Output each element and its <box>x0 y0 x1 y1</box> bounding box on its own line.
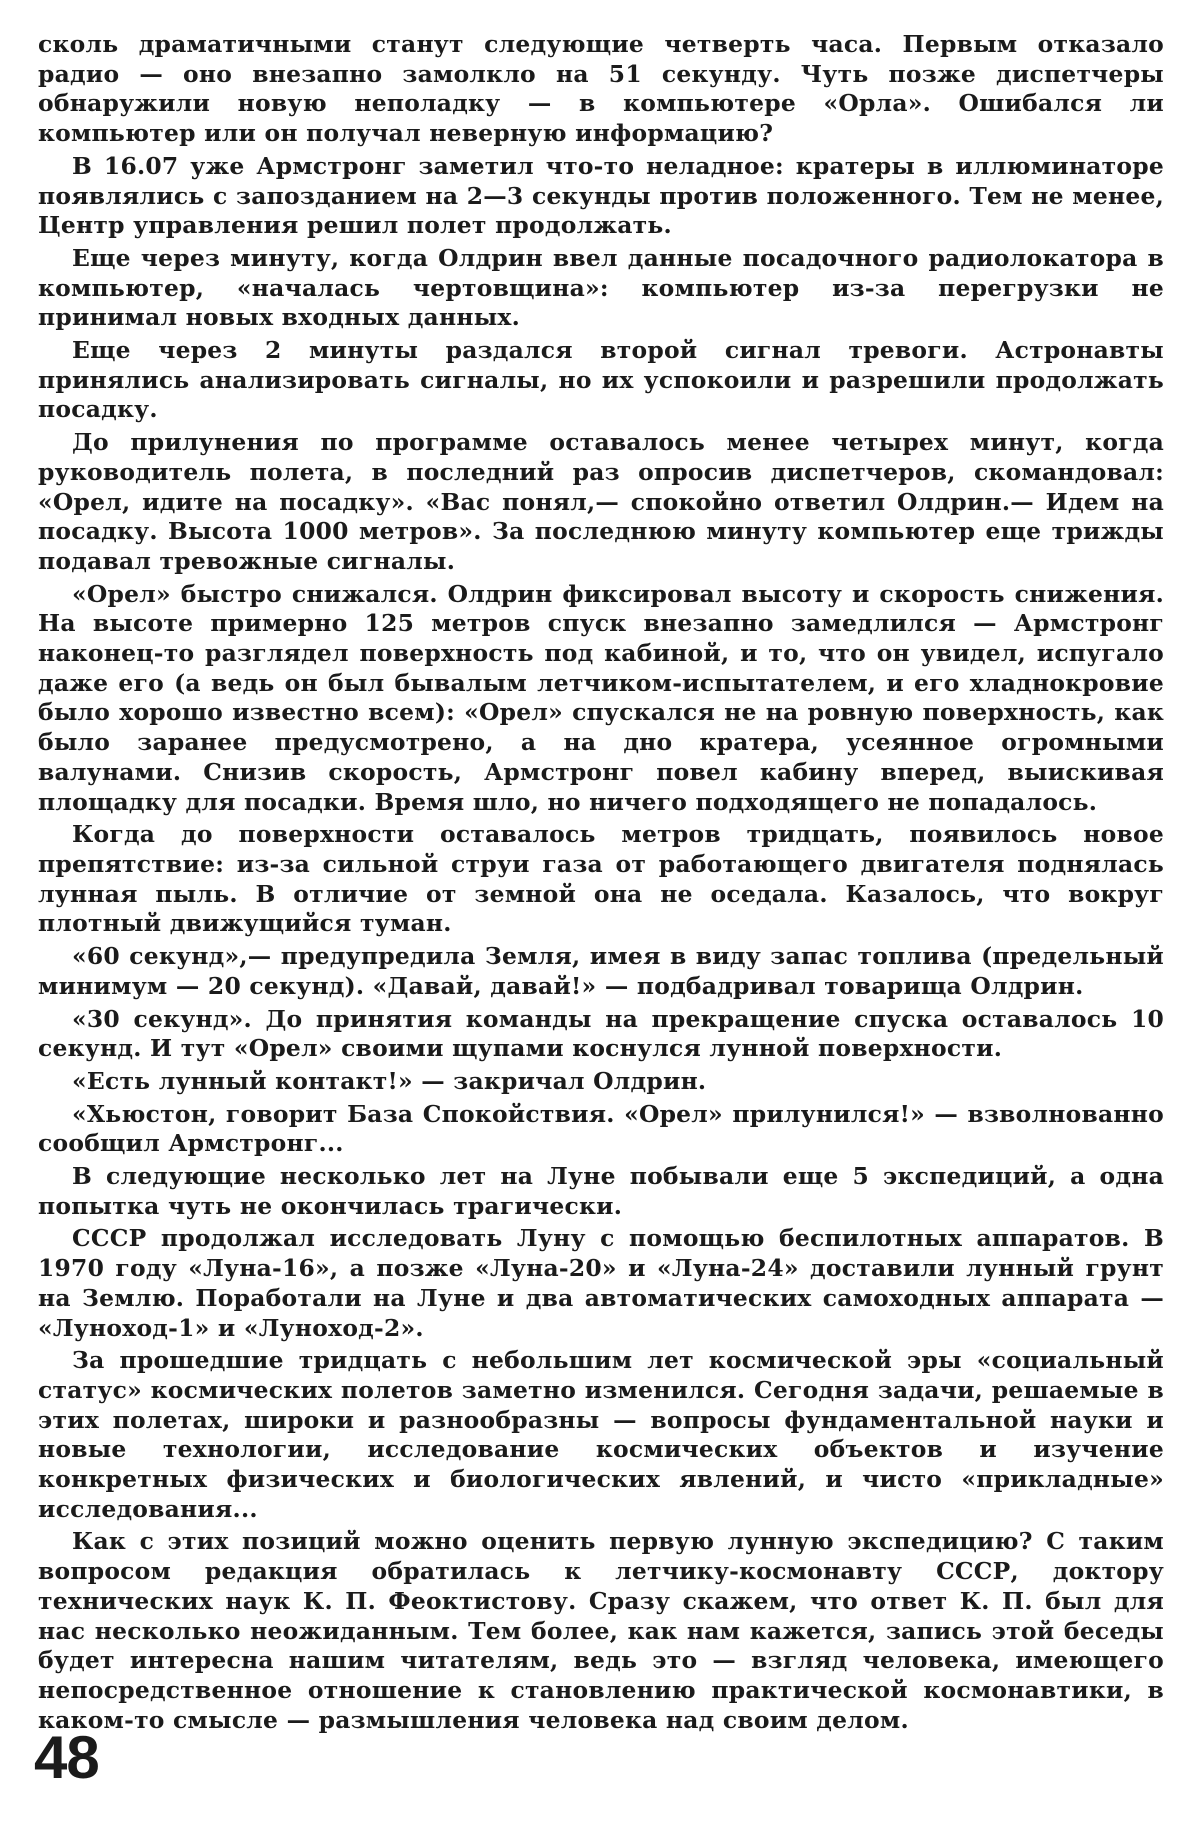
paragraph: «Орел» быстро снижался. Олдрин фиксировал высоту и скорость снижения. На высоте примерно 125 метров спуск внезапно замедлился — Армстронг наконец-то разглядел поверхность под кабиной, и то, что он увидел, испугало даже его (а ведь он был бывалым летчиком-испытателем, и его хладнокровие было хорошо известно всем): «Орел» спускался не на ровную поверхность, как было заранее предусмотрено, а на дно кратера, усеянное огромными валунами. Снизив скорость, Армстронг повел кабину вперед, выискивая площадку для посадки. Время шло, но ничего подходящего не попадалось. <box>38 579 1164 816</box>
paragraph: сколь драматичными станут следующие четверть часа. Первым отказало радио — оно внезапно замолкло на 51 секунду. Чуть позже диспетчеры обнаружили новую неполадку — в компьютере «Орла». Ошибался ли компьютер или он получал неверную информацию? <box>38 30 1164 148</box>
paragraph: Когда до поверхности оставалось метров тридцать, появилось новое препятствие: из-за сильной струи газа от работающего двигателя поднялась лунная пыль. В отличие от земной она не оседала. Казалось, что вокруг плотный движущийся туман. <box>38 820 1164 938</box>
paragraph: Еще через 2 минуты раздался второй сигнал тревоги. Астронавты принялись анализировать сигналы, но их успокоили и разрешили продолжать посадку. <box>38 336 1164 424</box>
paragraph: Как с этих позиций можно оценить первую лунную экспедицию? С таким вопросом редакция обратилась к летчику-космонавту СССР, доктору технических наук К. П. Феоктистову. Сразу скажем, что ответ К. П. был для нас несколько неожиданным. Тем более, как нам кажется, запись этой беседы будет интересна нашим читателям, ведь это — взгляд человека, имеющего непосредственное отношение к становлению практической космонавтики, в каком-то смысле — размышления человека над своим делом. <box>38 1527 1164 1734</box>
paragraph: За прошедшие тридцать с небольшим лет космической эры «социальный статус» космических полетов заметно изменился. Сегодня задачи, решаемые в этих полетах, широки и разнообразны — вопросы фундаментальной науки и новые технологии, исследование космических объектов и изучение конкретных физических и биологических явлений, и чисто «прикладные» исследования... <box>38 1346 1164 1523</box>
paragraph: «Есть лунный контакт!» — закричал Олдрин. <box>72 1066 707 1095</box>
page-number: 48 <box>34 1724 99 1791</box>
paragraph: В следующие несколько лет на Луне побывали еще 5 экспедиций, а одна попытка чуть не окончилась трагически. <box>38 1162 1164 1220</box>
paragraph: Еще через минуту, когда Олдрин ввел данные посадочного радиолокатора в компьютер, «началась чертовщина»: компьютер из-за перегрузки не принимал новых входных данных. <box>38 243 1164 332</box>
paragraph: «30 секунд». До принятия команды на прекращение спуска оставалось 10 секунд. И тут «Орел» своими щупами коснулся лунной поверхности. <box>38 1004 1164 1063</box>
paragraph: «Хьюстон, говорит База Спокойствия. «Орел» прилунился!» — взволнованно сообщил Армстронг... <box>38 1099 1164 1158</box>
page-text-column <box>38 30 1164 1738</box>
paragraph: До прилунения по программе оставалось менее четырех минут, когда руководитель полета, в последний раз опросив диспетчеров, скомандовал: «Орел, идите на посадку». «Вас понял,— спокойно ответил Олдрин.— Идем на посадку. Высота 1000 метров». За последнюю минуту компьютер еще трижды подавал тревожные сигналы. <box>38 428 1164 575</box>
paragraph: «60 секунд»,— предупредила Земля, имея в виду запас топлива (предельный минимум — 20 секунд). «Давай, давай!» — подбадривал товарища Олдрин. <box>38 942 1164 1000</box>
paragraph: СССР продолжал исследовать Луну с помощью беспилотных аппаратов. В 1970 году «Луна-16», а позже «Луна-20» и «Луна-24» доставили лунный грунт на Землю. Поработали на Луне и два автоматических самоходных аппарата — «Луноход-1» и «Луноход-2». <box>38 1224 1164 1342</box>
paragraph: В 16.07 уже Армстронг заметил что-то неладное: кратеры в иллюминаторе появлялись с запозданием на 2—3 секунды против положенного. Тем не менее, Центр управления решил полет продолжать. <box>38 151 1164 240</box>
